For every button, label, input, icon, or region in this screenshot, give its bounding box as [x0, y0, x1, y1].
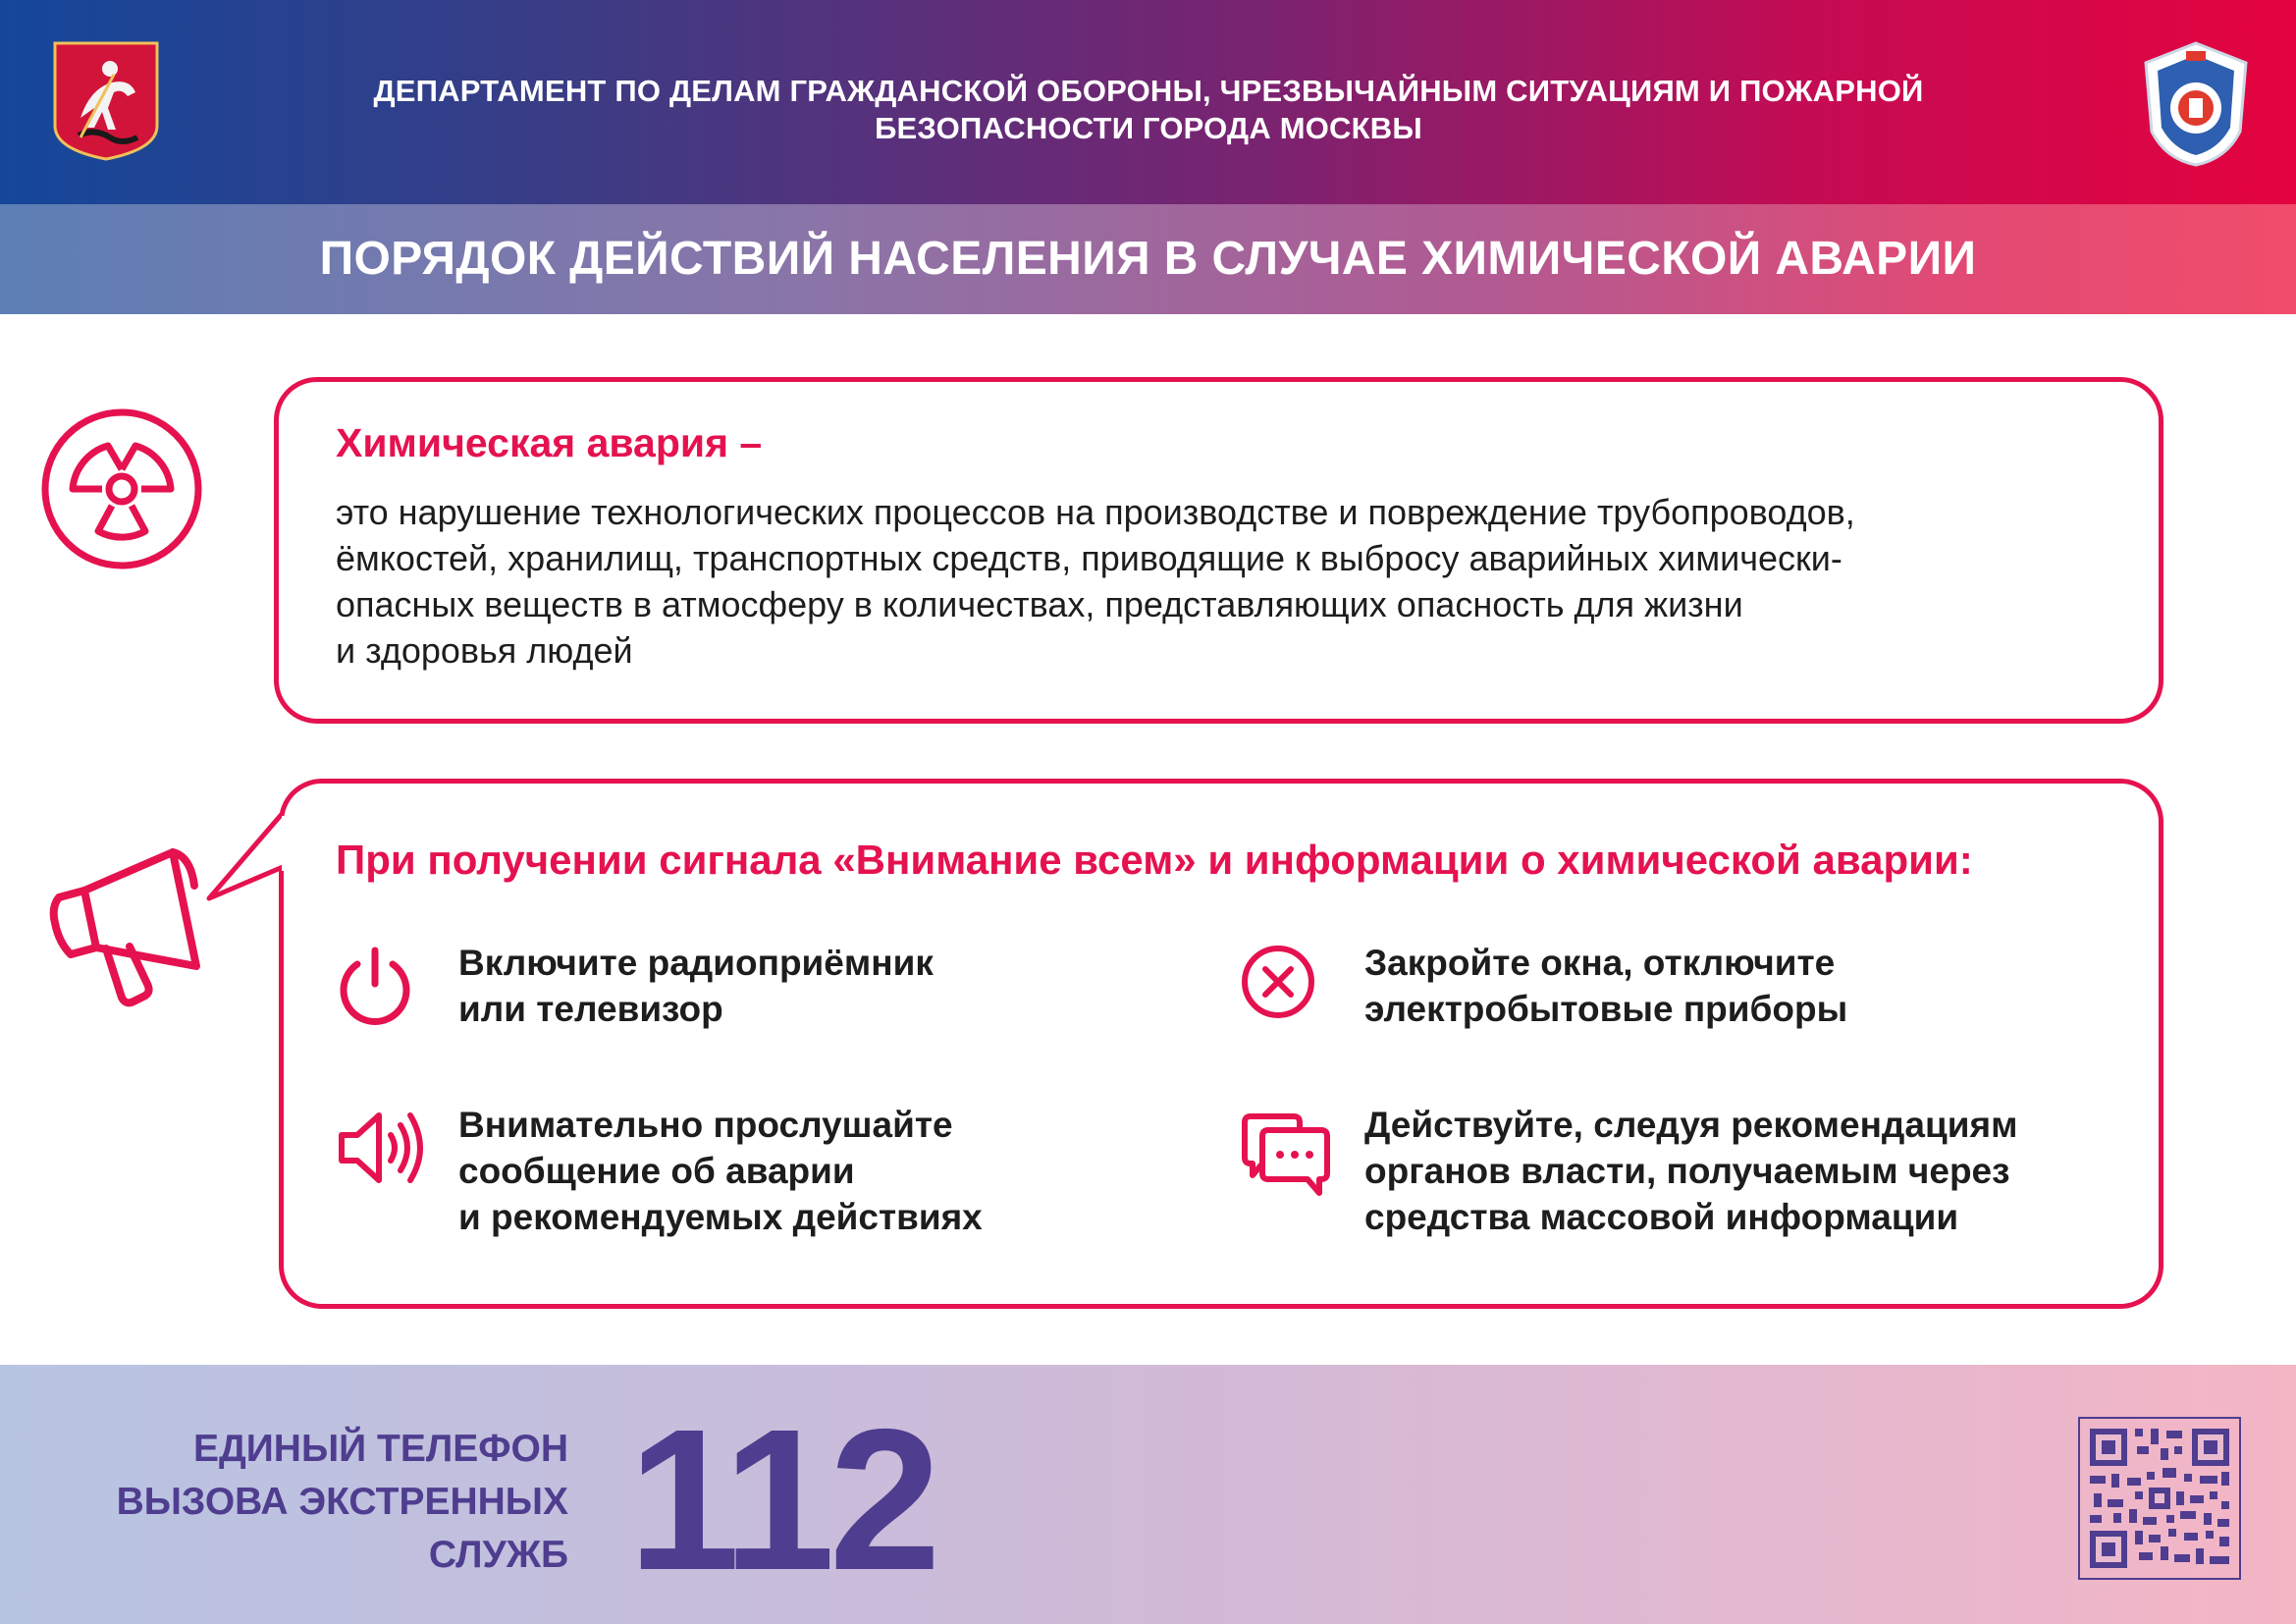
definition-line: и здоровья людей	[336, 630, 633, 671]
power-icon	[336, 947, 414, 1025]
signal-heading: При получении сигнала «Внимание всем» и информации о химической аварии:	[336, 837, 1973, 883]
department-line-2: БЕЗОПАСНОСТИ ГОРОДА МОСКВЫ	[875, 111, 1422, 145]
department-name	[294, 73, 2002, 147]
phone-label-line: СЛУЖБ	[428, 1534, 568, 1576]
action-line: электробытовые приборы	[1364, 989, 1848, 1029]
phone-label-line: ВЫЗОВА ЭКСТРЕННЫХ	[116, 1481, 568, 1523]
definition-term: Химическая авария –	[336, 420, 763, 465]
definition-text	[336, 489, 2044, 674]
action-line: Включите радиоприёмник	[458, 943, 934, 983]
action-line: или телевизор	[458, 989, 723, 1029]
page-title: ПОРЯДОК ДЕЙСТВИЙ НАСЕЛЕНИЯ В СЛУЧАЕ ХИМИЧЕСКОЙ АВАРИИ	[319, 233, 1977, 285]
emergency-phone-label	[117, 1423, 568, 1582]
action-line: средства массовой информации	[1364, 1197, 1959, 1237]
action-line: сообщение об аварии	[458, 1151, 855, 1191]
speaker-icon	[338, 1106, 428, 1190]
action-close-windows	[1364, 940, 1847, 1032]
moscow-coat-of-arms-icon	[51, 39, 161, 163]
card-tail	[201, 808, 294, 906]
action-line: Действуйте, следуя рекомендациям	[1364, 1105, 2018, 1145]
emergency-phone-number[interactable]: 112	[628, 1387, 935, 1612]
action-turn-on-radio	[458, 940, 934, 1032]
title-band	[0, 204, 2296, 314]
definition-line: ёмкостей, хранилищ, транспортных средств, приводящие к выбросу аварийных химически-	[336, 538, 1842, 578]
definition-line: это нарушение технологических процессов на производстве и повреждение трубопроводов,	[336, 492, 1855, 532]
megaphone-icon	[47, 846, 204, 1009]
qr-code-icon[interactable]	[2078, 1417, 2241, 1580]
action-listen-message	[458, 1102, 983, 1240]
gochs-emblem-icon	[2138, 37, 2254, 171]
hazard-trefoil-icon	[39, 406, 204, 571]
definition-line: опасных веществ в атмосферу в количествах, представляющих опасность для жизни	[336, 584, 1743, 624]
action-line: органов власти, получаемым через	[1364, 1151, 2010, 1191]
phone-label-line: ЕДИНЫЙ ТЕЛЕФОН	[192, 1428, 568, 1470]
header-bar	[0, 0, 2296, 204]
action-line: и рекомендуемых действиях	[458, 1197, 983, 1237]
action-follow-recommendations	[1364, 1102, 2017, 1240]
close-circle-icon	[1239, 943, 1317, 1021]
department-line-1: ДЕПАРТАМЕНТ ПО ДЕЛАМ ГРАЖДАНСКОЙ ОБОРОНЫ, ЧРЕЗВЫЧАЙНЫМ СИТУАЦИЯМ И ПОЖАРНОЙ	[373, 74, 1924, 108]
chat-icon	[1239, 1112, 1333, 1203]
action-line: Закройте окна, отключите	[1364, 943, 1836, 983]
action-line: Внимательно прослушайте	[458, 1105, 953, 1145]
